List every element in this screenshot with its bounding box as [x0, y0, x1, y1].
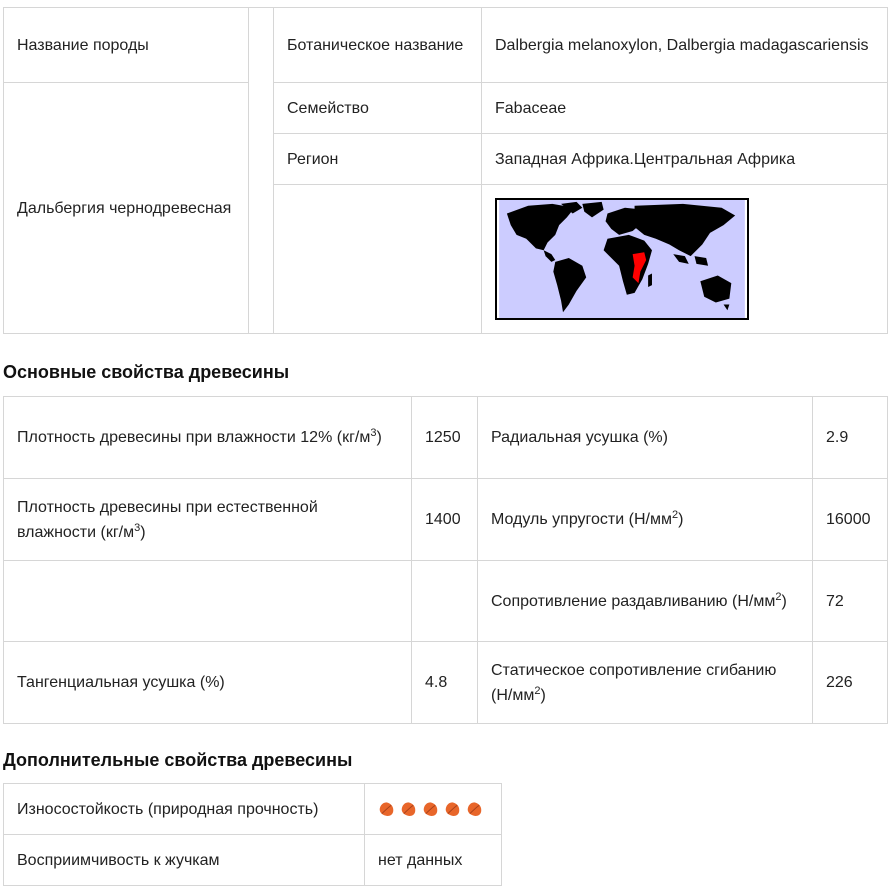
extra-properties-heading: Дополнительные свойства древесины [3, 750, 353, 770]
property-value: 72 [813, 561, 888, 642]
species-name: Дальбергия чернодревесная [4, 83, 249, 334]
property-label [4, 561, 412, 642]
property-label: Плотность древесины при влажности 12% $(кг/м^3)$ [4, 397, 412, 479]
family-value: Fabaceae [482, 83, 888, 134]
region-value: Западная Африка.Центральная Африка [482, 134, 888, 185]
table-row [4, 784, 502, 835]
property-value: 1400 [412, 479, 478, 561]
table-row [4, 479, 888, 561]
durability-label: Износостойкость (природная прочность) [4, 784, 365, 835]
leaf-icon [422, 800, 439, 818]
insect-value: нет данных [365, 835, 502, 886]
property-label: Модуль упругости $(Н/мм^2)$ [478, 479, 813, 561]
botanical-name-label: Ботаническое название [274, 8, 482, 83]
table-row [4, 561, 888, 642]
property-label: Радиальная усушка (%) [478, 397, 813, 479]
empty-cell [274, 185, 482, 334]
spacer-cell [249, 8, 274, 334]
property-label: Тангенциальная усушка (%) [4, 642, 412, 724]
property-value [412, 561, 478, 642]
leaf-icon [444, 800, 461, 818]
property-label: Плотность древесины при естественной влажности $(кг/м^3)$ [4, 479, 412, 561]
table-row [4, 835, 502, 886]
main-properties-table [3, 396, 888, 724]
main-properties-heading: Основные свойства древесины [3, 362, 290, 382]
property-value: 4.8 [412, 642, 478, 724]
region-label: Регион [274, 134, 482, 185]
property-value: 2.9 [813, 397, 888, 479]
table-row [4, 397, 888, 479]
world-map-icon [495, 198, 749, 320]
leaf-icon [378, 800, 395, 818]
botanical-name-value: Dalbergia melanoxylon, Dalbergia madagascariensis [482, 8, 888, 83]
map-cell [482, 185, 888, 334]
extra-properties-table [3, 783, 502, 886]
species-label: Название породы [4, 8, 249, 83]
species-info-table [3, 7, 888, 334]
property-value: 1250 [412, 397, 478, 479]
leaf-icon [466, 800, 483, 818]
property-label: Статическое сопротивление сгибанию $(Н/мм^2)$ [478, 642, 813, 724]
leaf-icon [400, 800, 417, 818]
property-value: 16000 [813, 479, 888, 561]
property-value: 226 [813, 642, 888, 724]
property-label: Сопротивление раздавливанию $(Н/мм^2)$ [478, 561, 813, 642]
durability-rating [365, 784, 502, 835]
table-row [4, 642, 888, 724]
family-label: Семейство [274, 83, 482, 134]
insect-label: Восприимчивость к жучкам [4, 835, 365, 886]
